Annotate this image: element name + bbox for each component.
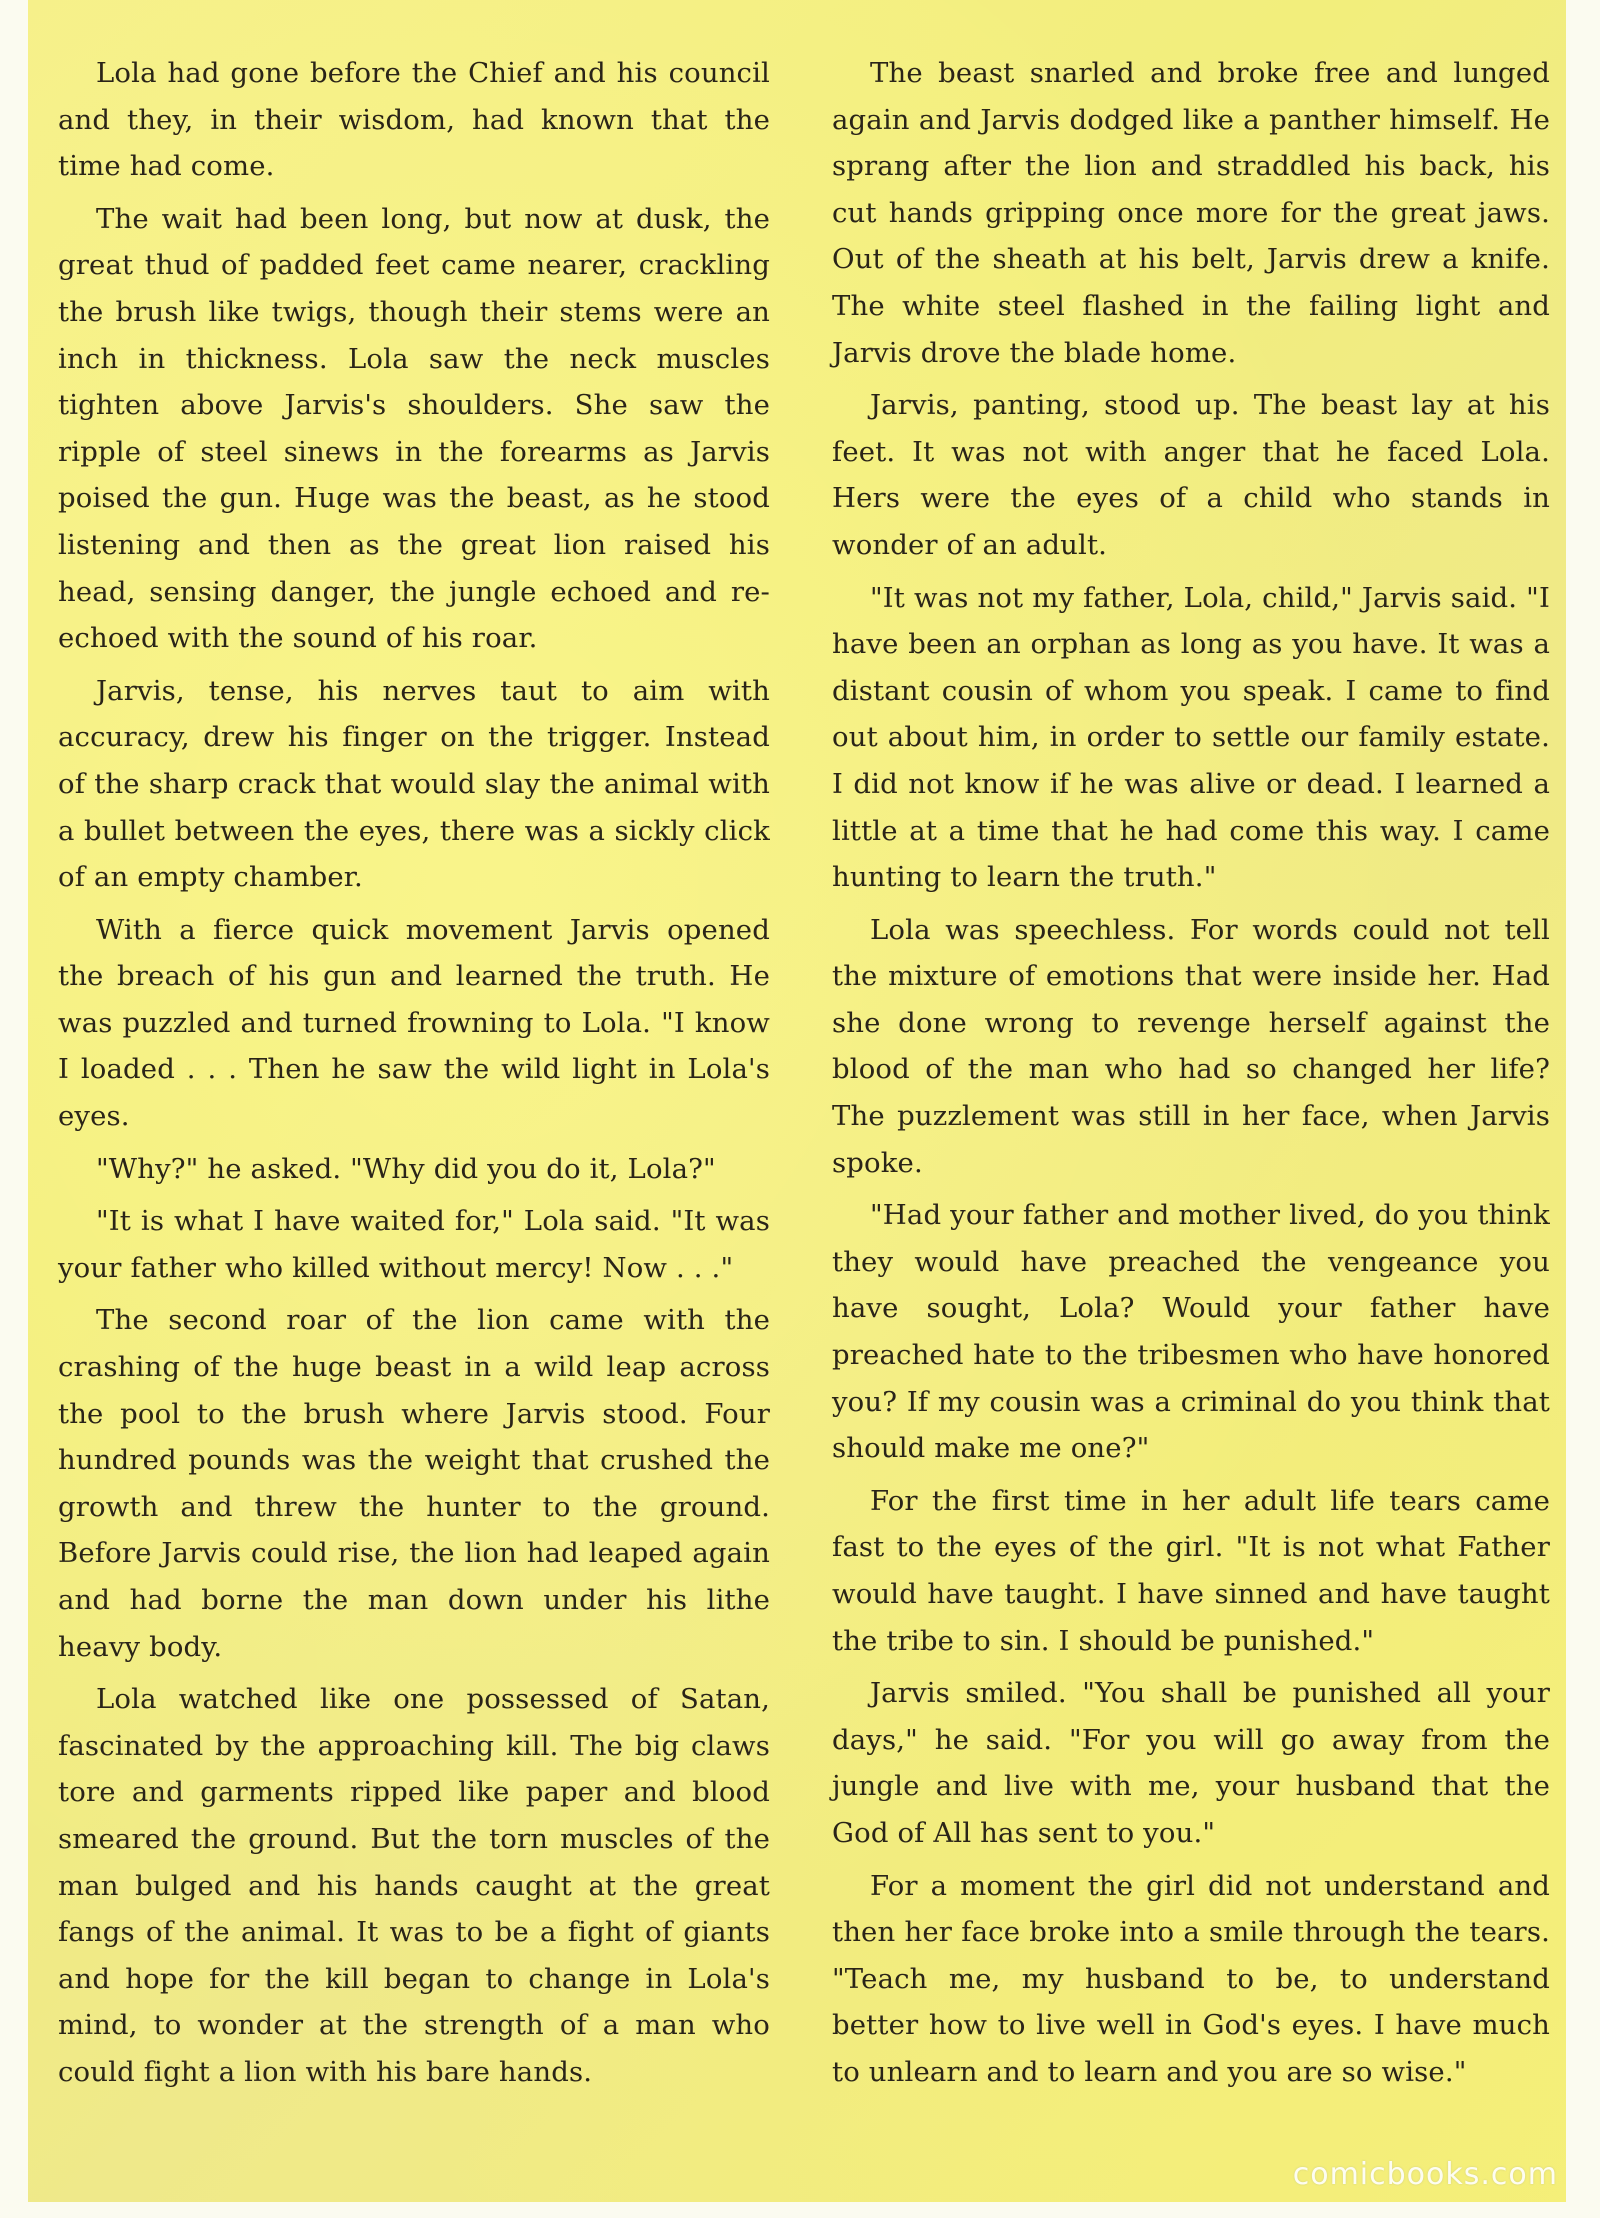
- paragraph: "It was not my father, Lola, child," Jarvis said. "I have been an orphan as long as you have. It was a distant cousin of whom you speak. I came to find out about him, in order to settle our family estate. I did not know if he was alive or dead. I learned a little at a time that he had come this way. I came hunting to learn the truth.": [832, 581, 1550, 894]
- paragraph: With a fierce quick movement Jarvis opened the breach of his gun and learned the truth. He was puzzled and turned frowning to Lola. "I know I loaded . . . Then he saw the wild light in Lola's eyes.: [58, 913, 770, 1133]
- paragraph: Jarvis, tense, his nerves taut to aim with accuracy, drew his finger on the trigger. Instead of the sharp crack that would slay the animal with a bullet between the eyes, there was a sickly click of an empty chamber.: [58, 674, 770, 894]
- paragraph: The second roar of the lion came with the crashing of the huge beast in a wild leap across the pool to the brush where Jarvis stood. Four hundred pounds was the weight that crushed the growth and threw the hunter to the ground. Before Jarvis could rise, the lion had leaped again and had borne the man down under his lithe heavy body.: [58, 1304, 770, 1663]
- paragraph: For a moment the girl did not understand and then her face broke into a smile through the tears. "Teach me, my husband to be, to understand better how to live well in God's eyes. I have much to unlearn and to learn and you are so wise.": [832, 1869, 1550, 2088]
- page-right-margin: [1566, 0, 1600, 2218]
- left-text-column: [58, 50, 770, 2102]
- paragraph: Lola had gone before the Chief and his council and they, in their wisdom, had known that the time had come.: [58, 57, 770, 183]
- page-bottom-margin: [0, 2202, 1600, 2218]
- paragraph: The wait had been long, but now at dusk, the great thud of padded feet came nearer, crackling the brush like twigs, though their stems were an inch in thickness. Lola saw the neck muscles tighten above Jarvis's shoulders. She saw the ripple of steel sinews in the forearms as Jarvis poised the gun. Huge was the beast, as he stood listening and then as the great lion raised his head, sensing danger, the jungle echoed and re-echoed with the sound of his roar.: [58, 202, 770, 655]
- paragraph: Lola was speechless. For words could not tell the mixture of emotions that were inside her. Had she done wrong to revenge herself against the blood of the man who had so changed her life? The puzzlement was still in her face, when Jarvis spoke.: [832, 913, 1550, 1179]
- paragraph: Lola watched like one possessed of Satan, fascinated by the approaching kill. The big claws tore and garments ripped like paper and blood smeared the ground. But the torn muscles of the man bulged and his hands caught at the great fangs of the animal. It was to be a fight of giants and hope for the kill began to change in Lola's mind, to wonder at the strength of a man who could fight a lion with his bare hands.: [58, 1683, 770, 2088]
- paragraph: "Why?" he asked. "Why did you do it, Lola?": [96, 1152, 716, 1185]
- paragraph: "Had your father and mother lived, do you think they would have preached the vengeance you have sought, Lola? Would your father have preached hate to the tribesmen who have honored you? If my cousin was a criminal do you think that should make me one?": [832, 1199, 1550, 1465]
- paragraph: The beast snarled and broke free and lunged again and Jarvis dodged like a panther himself. He sprang after the lion and straddled his back, his cut hands gripping once more for the great jaws. Out of the sheath at his belt, Jarvis drew a knife. The white steel flashed in the failing light and Jarvis drove the blade home.: [832, 57, 1550, 369]
- paragraph: Jarvis, panting, stood up. The beast lay at his feet. It was not with anger that he faced Lola. Hers were the eyes of a child who stands in wonder of an adult.: [832, 389, 1550, 561]
- paragraph: "It is what I have waited for," Lola said. "It was your father who killed without mercy! Now . . .": [58, 1205, 770, 1284]
- site-watermark: comicbooks.com: [1292, 2157, 1558, 2192]
- paragraph: For the first time in her adult life tears came fast to the eyes of the girl. "It is not what Father would have taught. I have sinned and have taught the tribe to sin. I should be punished.": [832, 1484, 1550, 1657]
- page-left-margin: [0, 0, 28, 2218]
- paragraph: Jarvis smiled. "You shall be punished all your days," he said. "For you will go away from the jungle and live with me, your husband that the God of All has sent to you.": [832, 1677, 1550, 1849]
- right-text-column: [832, 50, 1550, 2102]
